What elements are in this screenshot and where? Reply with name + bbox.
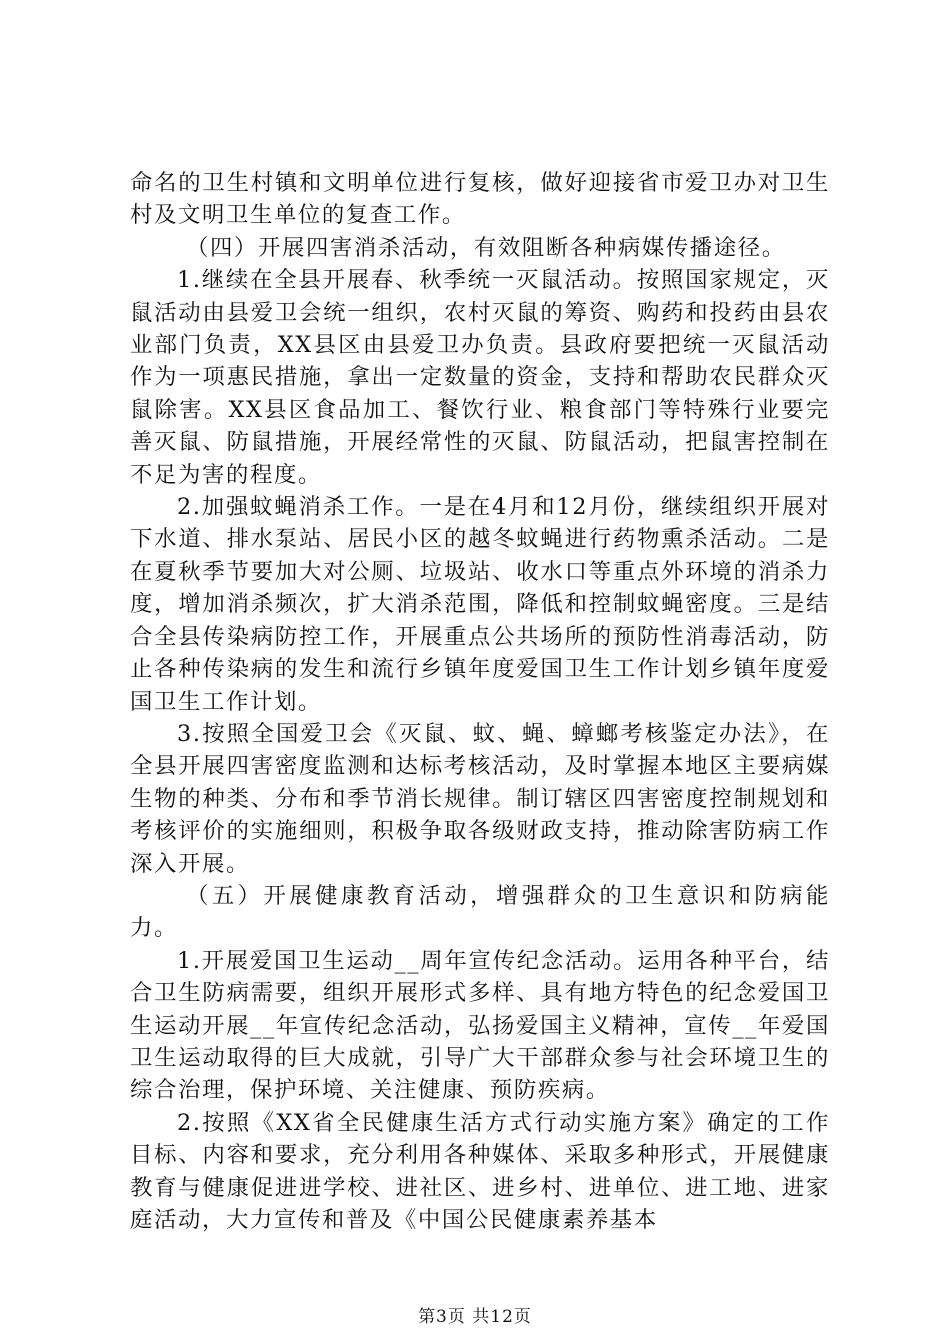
paragraph-rodent-control: 1.继续在全县开展春、秋季统一灭鼠活动。按照国家规定，灭鼠活动由县爱卫会统一组织，农村灭鼠的筹资、购药和投药由县农业部门负责，XX县区由县爱卫办负责。县政府要把统一灭鼠活动作为一项惠民措施，拿出一定数量的资金，支持和帮助农民群众灭鼠除害。XX县区食品加工、餐饮行业、粮食部门等特殊行业要完善灭鼠、防鼠措施，开展经常性的灭鼠、防鼠活动，把鼠害控制在不足为害的程度。: [130, 267, 830, 488]
paragraph-health-lifestyle: 2.按照《XX省全民健康生活方式行动实施方案》确定的工作目标、内容和要求，充分利用各种媒体、采取多种形式，开展健康教育与健康促进进学校、进社区、进乡村、进单位、进工地、进家庭活动，大力宣传和普及《中国公民健康素养基本: [130, 1109, 830, 1233]
page-footer: 第3页 共12页: [418, 1307, 532, 1327]
section-heading-4: （四）开展四害消杀活动，有效阻断各种病媒传播途径。: [186, 234, 786, 261]
paragraph-pest-density-monitoring: 3.按照全国爱卫会《灭鼠、蚊、蝇、蟑螂考核鉴定办法》，在全县开展四害密度监测和达标考核活动，及时掌握本地区主要病媒生物的种类、分布和季节消长规律。制订辖区四害密度控制规划和考核评价的实施细则，积极争取各级财政支持，推动除害防病工作深入开展。: [130, 720, 830, 877]
body-text: [130, 167, 830, 1236]
paragraph-continuation: 命名的卫生村镇和文明单位进行复核，做好迎接省市爱卫办对卫生村及文明卫生单位的复查工作。: [130, 170, 830, 229]
section-heading-5: （五）开展健康教育活动，增强群众的卫生意识和防病能力。: [130, 882, 830, 942]
paragraph-mosquito-fly-control: 2.加强蚊蝇消杀工作。一是在4月和12月份，继续组织开展对下水道、排水泵站、居民小区的越冬蚊蝇进行药物熏杀活动。二是在夏秋季节要加大对公厕、垃圾站、收水口等重点外环境的消杀力度，增加消杀频次，扩大消杀范围，降低和控制蚊蝇密度。三是结合全县传染病防控工作，开展重点公共场所的预防性消毒活动，防止各种传染病的发生和流行乡镇年度爱国卫生工作计划乡镇年度爱国卫生工作计划。: [130, 494, 830, 715]
paragraph-anniversary-campaign: 1.开展爱国卫生运动__周年宣传纪念活动。运用各种平台，结合卫生防病需要，组织开展形式多样、具有地方特色的纪念爱国卫生运动开展__年宣传纪念活动，弘扬爱国主义精神，宣传__年爱国卫生运动取得的巨大成就，引导广大干部群众参与社会环境卫生的综合治理，保护环境、关注健康、预防疾病。: [130, 947, 830, 1104]
